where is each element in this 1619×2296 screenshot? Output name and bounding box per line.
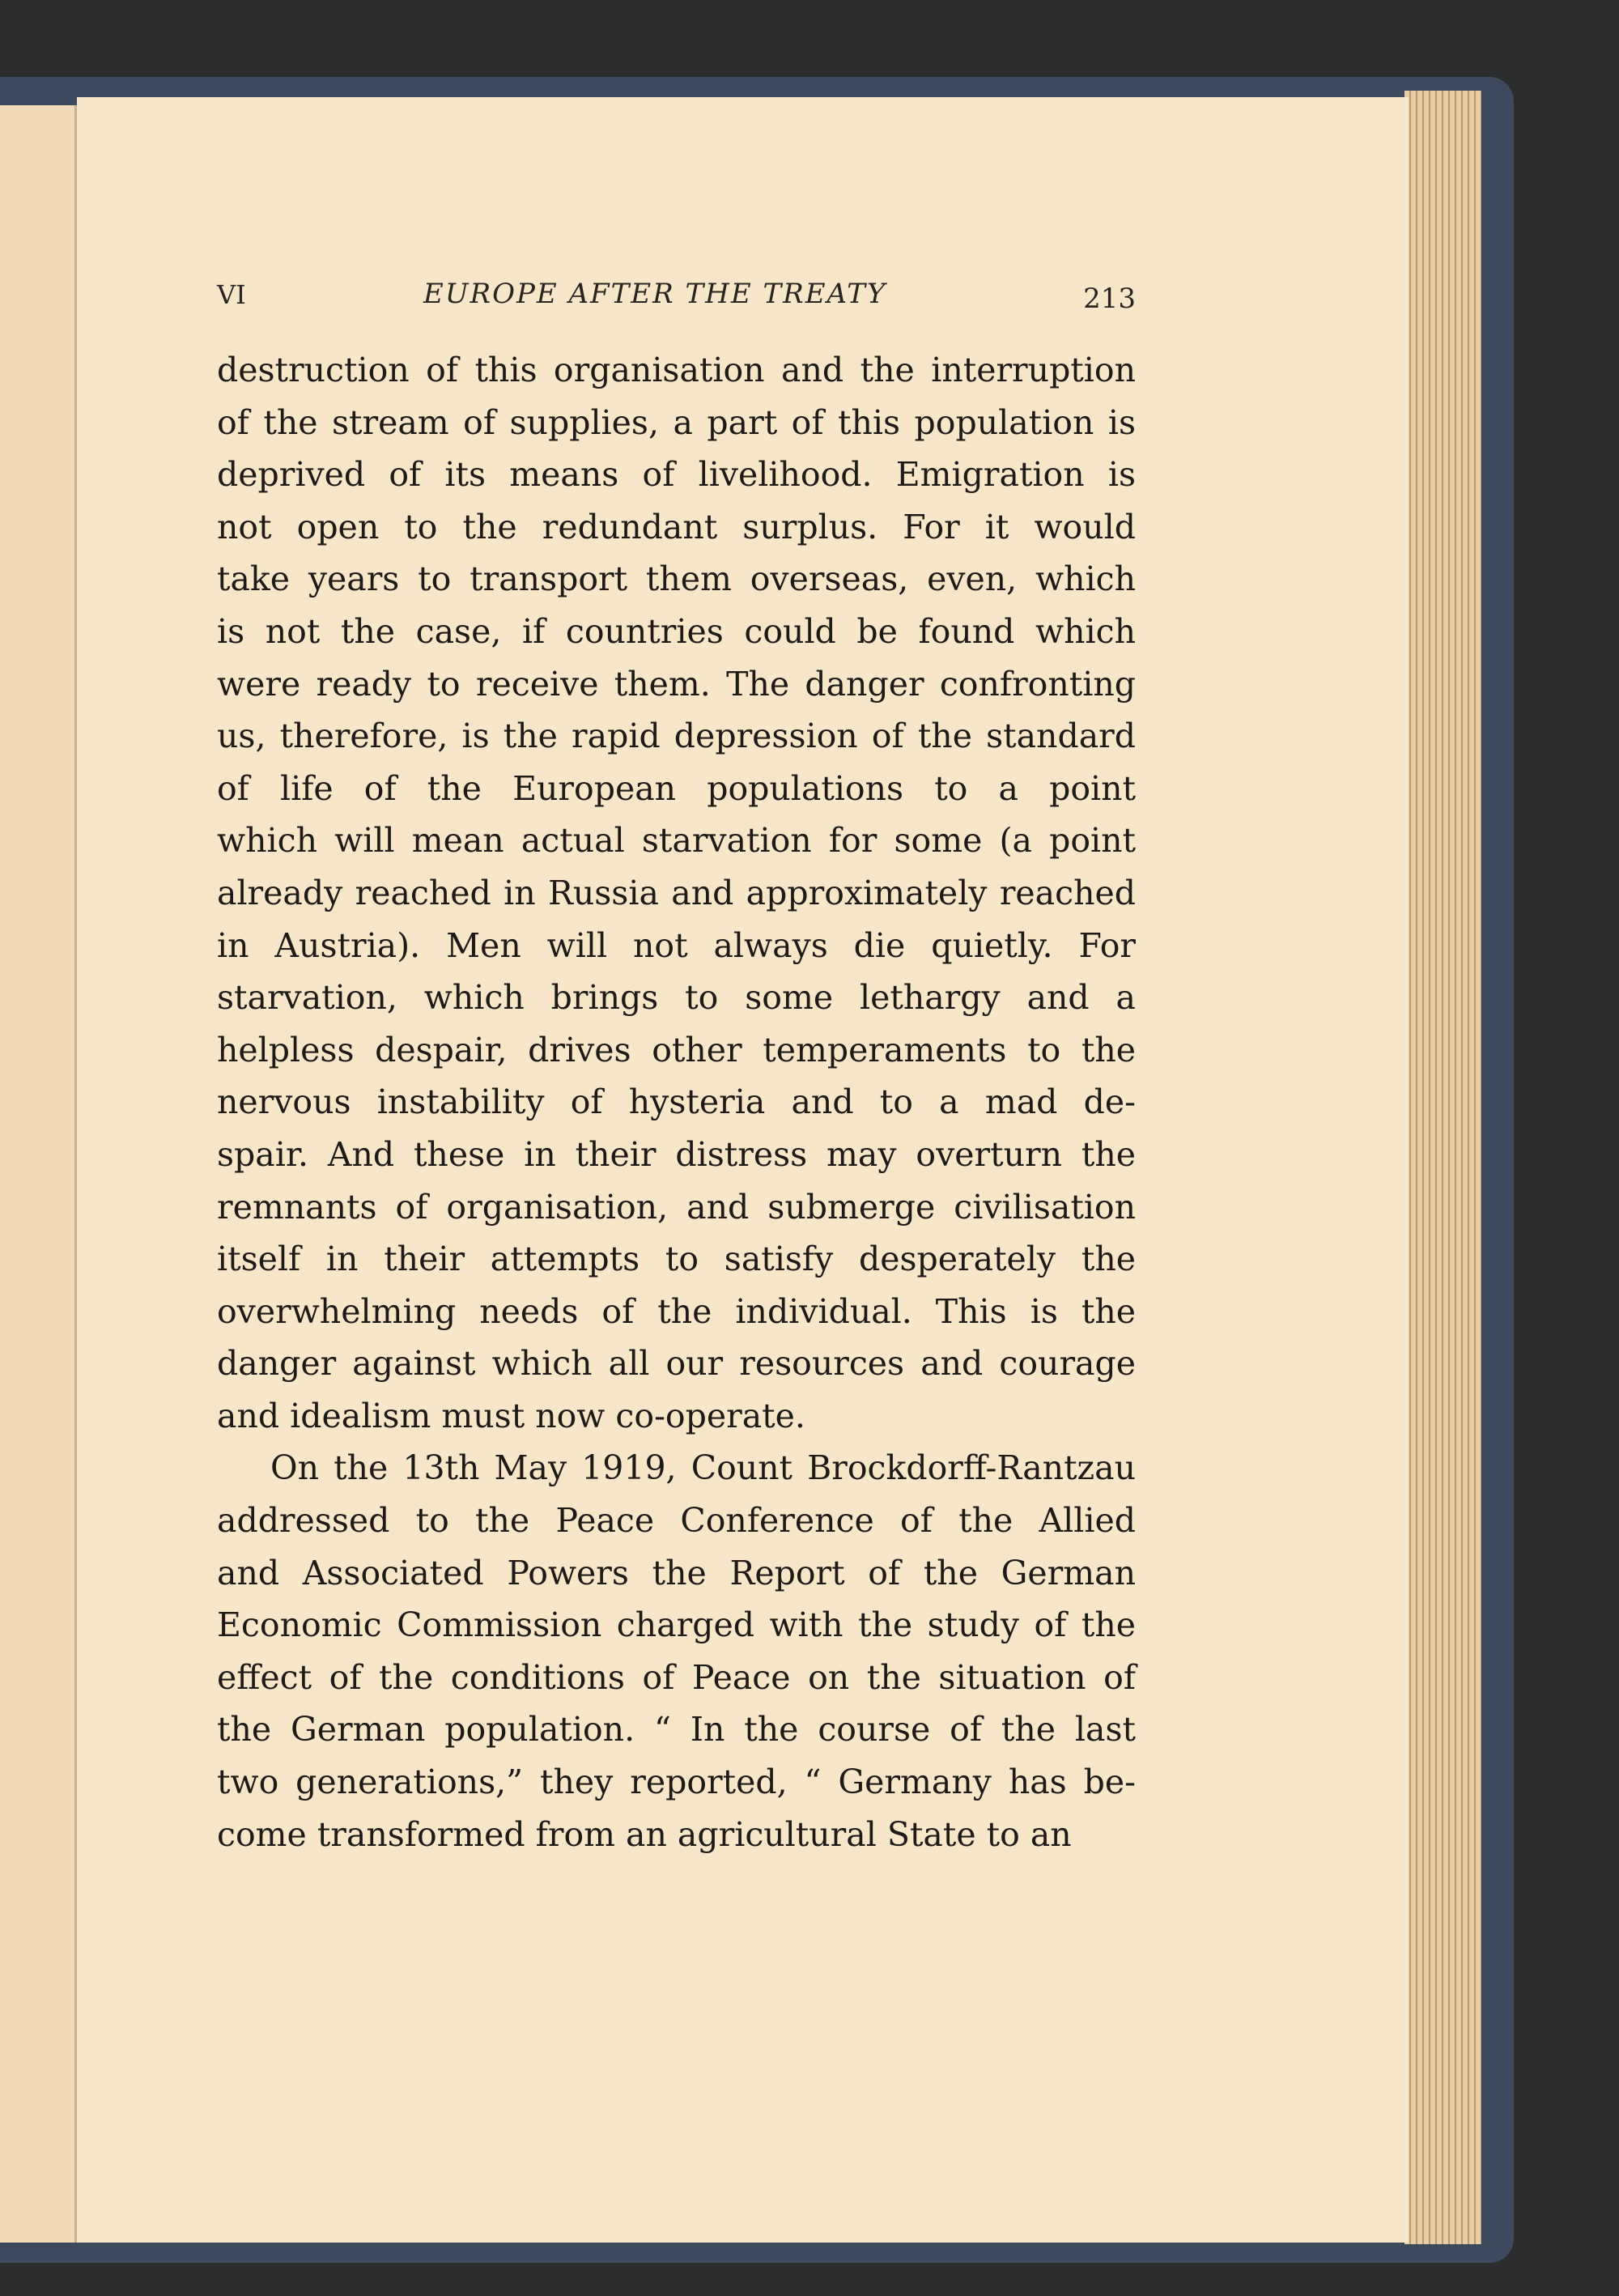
text-line: us, therefore, is the rapid depression of the standard bbox=[217, 716, 1136, 756]
facing-page-edge bbox=[0, 105, 77, 2243]
page-number: 213 bbox=[1083, 283, 1136, 315]
text-line: and Associated Powers the Report of the German bbox=[217, 1553, 1136, 1592]
text-line: Economic Commission charged with the study of the bbox=[217, 1605, 1136, 1645]
text-line: come transformed from an agricultural State to an bbox=[217, 1814, 1072, 1854]
text-line: On the 13th May 1919, Count Brockdorff-Rantzau bbox=[270, 1448, 1136, 1488]
page-fore-edge bbox=[1404, 91, 1481, 2244]
text-line: helpless despair, drives other temperaments to the bbox=[217, 1030, 1136, 1069]
text-line: in Austria). Men will not always die quietly. For bbox=[217, 925, 1136, 965]
text-line: spair. And these in their distress may overturn the bbox=[217, 1134, 1136, 1174]
text-line: two generations,” they reported, “ Germany has be- bbox=[217, 1762, 1136, 1802]
text-line: addressed to the Peace Conference of the Allied bbox=[217, 1501, 1136, 1541]
body-text bbox=[217, 344, 1136, 1860]
text-line: overwhelming needs of the individual. This is the bbox=[217, 1291, 1136, 1331]
chapter-number: VI bbox=[217, 279, 246, 310]
text-line: starvation, which brings to some lethargy and a bbox=[217, 978, 1136, 1018]
text-line: itself in their attempts to satisfy desperately the bbox=[217, 1239, 1136, 1279]
text-line: nervous instability of hysteria and to a mad de- bbox=[217, 1082, 1136, 1122]
text-line: take years to transport them overseas, even, which bbox=[217, 559, 1136, 599]
text-line: were ready to receive them. The danger confronting bbox=[217, 664, 1136, 704]
text-line: not open to the redundant surplus. For it would bbox=[217, 507, 1136, 546]
text-line: effect of the conditions of Peace on the situation of bbox=[217, 1657, 1136, 1697]
text-line: already reached in Russia and approximately reached bbox=[217, 873, 1136, 912]
running-title: EUROPE AFTER THE TREATY bbox=[423, 278, 887, 310]
text-line: the German population. “ In the course of the last bbox=[217, 1710, 1136, 1750]
running-header bbox=[217, 271, 1136, 320]
text-line: deprived of its means of livelihood. Emigration is bbox=[217, 455, 1136, 495]
text-line: danger against which all our resources and courage bbox=[217, 1344, 1136, 1384]
text-line: of the stream of supplies, a part of this population is bbox=[217, 402, 1136, 442]
text-line: and idealism must now co-operate. bbox=[217, 1396, 805, 1435]
text-line: remnants of organisation, and submerge civilisation bbox=[217, 1187, 1136, 1227]
text-line: is not the case, if countries could be found which bbox=[217, 611, 1136, 651]
text-line: of life of the European populations to a point bbox=[217, 768, 1136, 808]
text-line: which will mean actual starvation for some (a point bbox=[217, 821, 1136, 861]
text-line: destruction of this organisation and the interruption bbox=[217, 351, 1136, 389]
